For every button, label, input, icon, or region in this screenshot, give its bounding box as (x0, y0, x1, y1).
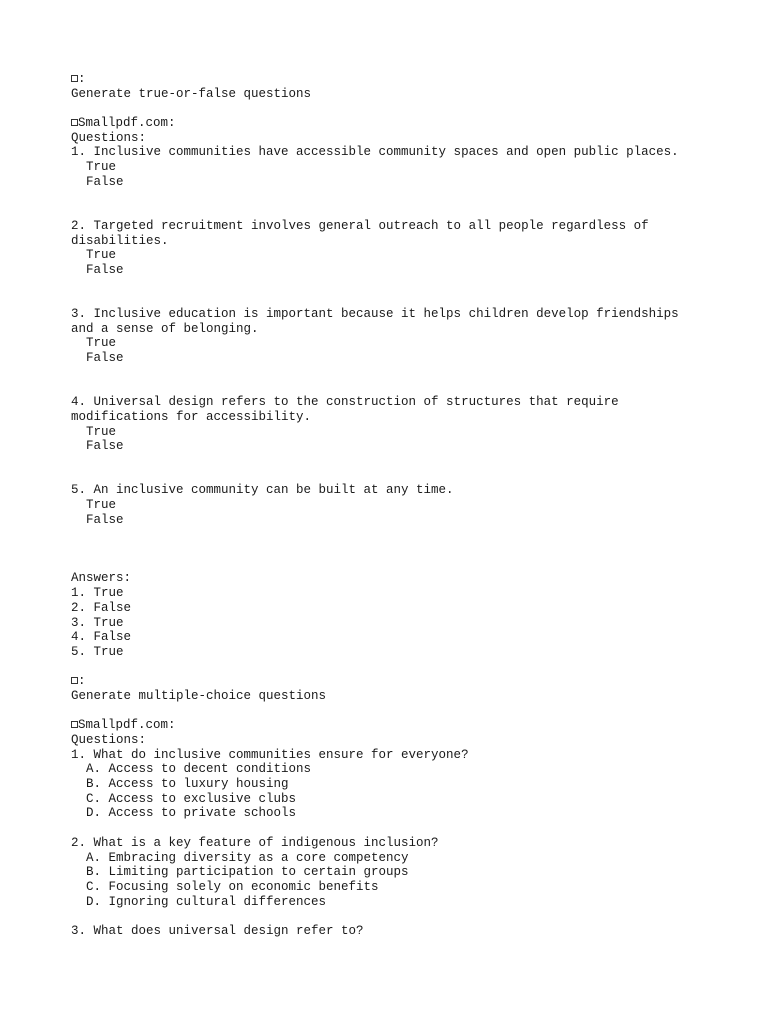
option-false: False (86, 351, 124, 366)
question-5: 5. An inclusive community can be built at any time. (71, 483, 454, 498)
answer-4: 4. False (71, 630, 132, 645)
option-false: False (86, 174, 124, 189)
option-false: False (86, 439, 124, 454)
option-c: C. Access to exclusive clubs (86, 791, 297, 806)
questions-heading: Questions: (71, 130, 147, 145)
mc-question-3: 3. What does universal design refer to? (71, 923, 364, 938)
option-a: A. Access to decent conditions (86, 762, 312, 777)
prompt-speaker: : (71, 674, 711, 689)
question-4: 4. Universal design refers to the construction of structures that require (71, 395, 619, 410)
bot-icon (71, 119, 78, 126)
question-2-cont: disabilities. (71, 233, 169, 248)
option-true: True (86, 498, 117, 512)
prompt-text: Generate multiple-choice questions (71, 688, 327, 703)
answer-2: 2. False (71, 600, 132, 615)
mc-question-1: 1. What do inclusive communities ensure for everyone? (71, 747, 469, 762)
option-true: True (86, 248, 117, 263)
question-2: 2. Targeted recruitment involves general outreach to all people regardless of (71, 218, 649, 233)
option-false: False (86, 512, 124, 527)
answer-3: 3. True (71, 615, 124, 630)
question-1: 1. Inclusive communities have accessible community spaces and open public places. (71, 145, 679, 160)
option-true: True (86, 160, 117, 175)
option-true: True (86, 424, 117, 439)
questions-heading: Questions: (71, 733, 147, 748)
document-page (71, 72, 711, 939)
answer-5: 5. True (71, 644, 124, 659)
question-3-cont: and a sense of belonging. (71, 321, 259, 336)
option-c: C. Focusing solely on economic benefits (86, 879, 379, 894)
reply-speaker: Smallpdf.com: (71, 116, 711, 131)
mc-question-2: 2. What is a key feature of indigenous inclusion? (71, 835, 439, 850)
question-3: 3. Inclusive education is important because it helps children develop friendships (71, 307, 679, 322)
option-true: True (86, 336, 117, 351)
option-a: A. Embracing diversity as a core competency (86, 850, 409, 865)
bot-icon (71, 721, 78, 728)
prompt-speaker: : (71, 72, 711, 87)
option-b: B. Limiting participation to certain groups (86, 865, 409, 880)
answers-heading: Answers: (71, 571, 132, 586)
option-d: D. Access to private schools (86, 806, 297, 821)
option-false: False (86, 262, 124, 277)
answer-1: 1. True (71, 586, 124, 601)
option-b: B. Access to luxury housing (86, 777, 289, 792)
option-d: D. Ignoring cultural differences (86, 894, 327, 909)
user-icon (71, 677, 78, 684)
question-4-cont: modifications for accessibility. (71, 409, 312, 424)
reply-speaker: Smallpdf.com: (71, 718, 711, 733)
prompt-text: Generate true-or-false questions (71, 86, 312, 101)
user-icon (71, 75, 78, 82)
